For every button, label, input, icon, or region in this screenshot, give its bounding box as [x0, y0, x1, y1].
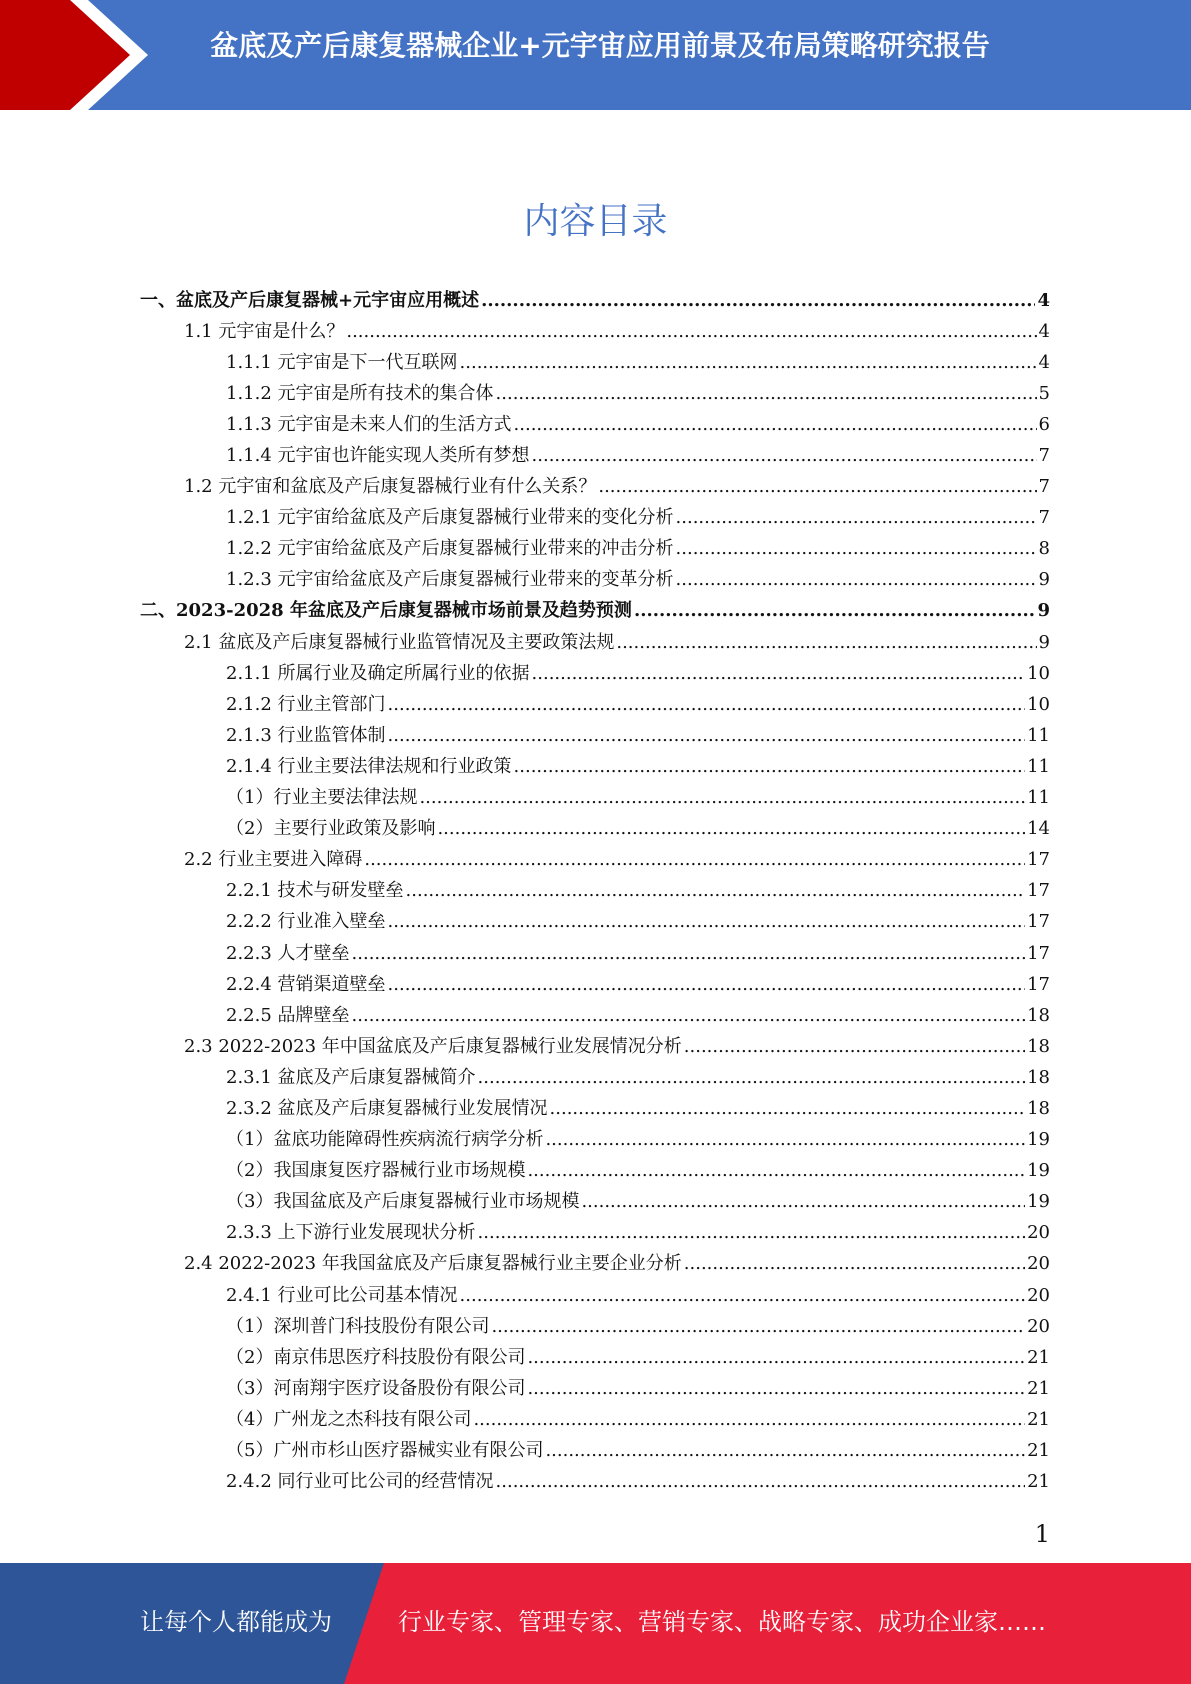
toc-entry[interactable] — [140, 503, 1050, 534]
toc-entry-page: 17 — [1027, 880, 1050, 902]
toc-entry[interactable] — [140, 1000, 1050, 1031]
toc-dot-leader — [491, 1315, 1025, 1339]
toc-entry-page: 7 — [1038, 507, 1050, 529]
toc-entry-page: 18 — [1027, 1004, 1050, 1026]
toc-dot-leader — [676, 506, 1037, 530]
toc-dot-leader — [388, 724, 1026, 748]
toc-entry-title: 2.3.2 盆底及产后康复器械行业发展情况 — [226, 1097, 548, 1119]
toc-entry-title: 1.1.2 元宇宙是所有技术的集合体 — [226, 382, 494, 404]
toc-entry-page: 17 — [1027, 911, 1050, 933]
toc-entry[interactable] — [140, 1280, 1050, 1311]
toc-entry[interactable] — [140, 814, 1050, 845]
toc-entry[interactable] — [140, 1342, 1050, 1373]
toc-dot-leader — [545, 1439, 1025, 1463]
toc-entry-title: 1.2 元宇宙和盆底及产后康复器械行业有什么关系？ — [184, 476, 597, 498]
toc-entry[interactable] — [140, 720, 1050, 751]
toc-entry-page: 4 — [1037, 289, 1050, 311]
toc-dot-leader — [388, 973, 1026, 997]
toc-dot-leader — [481, 289, 1035, 313]
toc-entry-title: 2.1.4 行业主要法律法规和行业政策 — [226, 755, 512, 777]
toc-entry[interactable] — [140, 907, 1050, 938]
toc-entry[interactable] — [140, 565, 1050, 596]
toc-entry-page: 19 — [1027, 1160, 1050, 1182]
toc-entry-title: 2.1.1 所属行业及确定所属行业的依据 — [226, 662, 530, 684]
toc-dot-leader — [514, 413, 1037, 437]
toc-entry-page: 21 — [1027, 1377, 1050, 1399]
toc-entry-title: 1.1.3 元宇宙是未来人们的生活方式 — [226, 413, 512, 435]
toc-dot-leader — [388, 910, 1026, 934]
toc-entry[interactable] — [140, 347, 1050, 378]
toc-dot-leader — [598, 475, 1036, 499]
toc-entry-title: （3）河南翔宇医疗设备股份有限公司 — [226, 1377, 526, 1399]
toc-entry-page: 4 — [1038, 320, 1050, 342]
toc-dot-leader — [532, 662, 1026, 686]
toc-entry-page: 11 — [1027, 755, 1050, 777]
toc-entry-page: 20 — [1027, 1315, 1050, 1337]
toc-entry-title: （1）深圳普门科技股份有限公司 — [226, 1315, 490, 1337]
toc-entry-page: 21 — [1027, 1440, 1050, 1462]
toc-entry[interactable] — [140, 1467, 1050, 1498]
toc-dot-leader — [581, 1190, 1025, 1214]
toc-entry[interactable] — [140, 409, 1050, 440]
toc-entry-title: 1.1.4 元宇宙也许能实现人类所有梦想 — [226, 445, 530, 467]
toc-dot-leader — [545, 1128, 1025, 1152]
toc-entry[interactable] — [140, 596, 1050, 627]
toc-dot-leader — [346, 320, 1036, 344]
toc-entry-title: 2.3.3 上下游行业发展现状分析 — [226, 1222, 476, 1244]
toc-entry[interactable] — [140, 1435, 1050, 1466]
toc-entry-title: 二、2023-2028 年盆底及产后康复器械市场前景及趋势预测 — [140, 600, 632, 622]
toc-entry-page: 17 — [1027, 973, 1050, 995]
toc-entry-page: 17 — [1027, 849, 1050, 871]
toc-entry[interactable] — [140, 1249, 1050, 1280]
toc-entry[interactable] — [140, 627, 1050, 658]
toc-entry-title: （5）广州市杉山医疗器械实业有限公司 — [226, 1440, 544, 1462]
toc-entry-page: 14 — [1027, 818, 1050, 840]
toc-entry-title: 2.2.1 技术与研发壁垒 — [226, 880, 404, 902]
toc-entry-page: 7 — [1038, 445, 1050, 467]
toc-dot-leader — [364, 848, 1025, 872]
header-banner — [0, 0, 1191, 110]
toc-entry[interactable] — [140, 316, 1050, 347]
toc-entry-page: 19 — [1027, 1191, 1050, 1213]
toc-entry-title: 2.2 行业主要进入障碍 — [184, 849, 363, 871]
toc-dot-leader — [676, 537, 1037, 561]
toc-dot-leader — [550, 1097, 1026, 1121]
toc-entry[interactable] — [140, 1062, 1050, 1093]
toc-entry-title: 2.1.3 行业监管体制 — [226, 724, 386, 746]
page-number: 1 — [1034, 1520, 1050, 1548]
toc-entry[interactable] — [140, 285, 1050, 316]
toc-entry[interactable] — [140, 845, 1050, 876]
footer-banner — [0, 1563, 1191, 1684]
toc-dot-leader — [460, 1284, 1026, 1308]
toc-entry-page: 21 — [1027, 1408, 1050, 1430]
toc-dot-leader — [473, 1408, 1025, 1432]
toc-entry[interactable] — [140, 534, 1050, 565]
toc-entry-title: （2）主要行业政策及影响 — [226, 818, 436, 840]
toc-entry-page: 21 — [1027, 1471, 1050, 1493]
toc-entry-title: 2.3.1 盆底及产后康复器械简介 — [226, 1066, 476, 1088]
toc-entry-page: 9 — [1037, 600, 1050, 622]
toc-entry-page: 5 — [1038, 382, 1050, 404]
toc-dot-leader — [684, 1252, 1025, 1276]
toc-entry-page: 17 — [1027, 942, 1050, 964]
toc-entry-page: 18 — [1027, 1097, 1050, 1119]
toc-dot-leader — [634, 599, 1036, 623]
toc-heading: 内容目录 — [523, 201, 668, 242]
toc-entry-page: 8 — [1038, 538, 1050, 560]
toc-entry-page: 10 — [1027, 662, 1050, 684]
toc-dot-leader — [478, 1221, 1026, 1245]
toc-entry[interactable] — [140, 876, 1050, 907]
toc-entry[interactable] — [140, 969, 1050, 1000]
toc-entry-title: 一、盆底及产后康复器械+元宇宙应用概述 — [140, 289, 480, 311]
toc-dot-leader — [514, 755, 1026, 779]
toc-entry-page: 7 — [1038, 476, 1050, 498]
toc-dot-leader — [352, 1004, 1026, 1028]
toc-dot-leader — [419, 786, 1025, 810]
toc-entry[interactable] — [140, 938, 1050, 969]
toc-entry[interactable] — [140, 1187, 1050, 1218]
toc-dot-leader — [676, 568, 1037, 592]
toc-entry[interactable] — [140, 440, 1050, 471]
toc-entry-title: 2.3 2022-2023 年中国盆底及产后康复器械行业发展情况分析 — [184, 1035, 682, 1057]
toc-entry[interactable] — [140, 783, 1050, 814]
toc-entry-title: （1）行业主要法律法规 — [226, 787, 418, 809]
toc-dot-leader — [478, 1066, 1026, 1090]
toc-entry-title: 2.1.2 行业主管部门 — [226, 693, 386, 715]
toc-entry-page: 20 — [1027, 1222, 1050, 1244]
toc-entry-page: 18 — [1027, 1035, 1050, 1057]
toc-entry-title: 2.4.1 行业可比公司基本情况 — [226, 1284, 458, 1306]
footer-slogan-left: 让每个人都能成为 — [140, 1608, 332, 1636]
toc-entry-page: 4 — [1038, 351, 1050, 373]
toc-entry-title: 2.2.2 行业准入壁垒 — [226, 911, 386, 933]
toc-entry-title: 2.2.5 品牌壁垒 — [226, 1004, 350, 1026]
toc-entry-title: 1.2.3 元宇宙给盆底及产后康复器械行业带来的变革分析 — [226, 569, 674, 591]
toc-entry[interactable] — [140, 472, 1050, 503]
toc-dot-leader — [527, 1346, 1025, 1370]
toc-entry[interactable] — [140, 751, 1050, 782]
toc-dot-leader — [388, 693, 1026, 717]
toc-dot-leader — [527, 1377, 1025, 1401]
toc-dot-leader — [496, 1470, 1026, 1494]
toc-entry-page: 18 — [1027, 1066, 1050, 1088]
toc-entry[interactable] — [140, 1093, 1050, 1124]
toc-dot-leader — [496, 382, 1037, 406]
toc-entry-title: 2.2.4 营销渠道壁垒 — [226, 973, 386, 995]
toc-entry-title: 1.2.2 元宇宙给盆底及产后康复器械行业带来的冲击分析 — [226, 538, 674, 560]
toc-entry-page: 6 — [1038, 413, 1050, 435]
toc-entry-page: 10 — [1027, 693, 1050, 715]
toc-dot-leader — [684, 1035, 1025, 1059]
toc-entry-page: 20 — [1027, 1284, 1050, 1306]
toc-entry-title: 2.2.3 人才壁垒 — [226, 942, 350, 964]
toc-entry-title: 2.4 2022-2023 年我国盆底及产后康复器械行业主要企业分析 — [184, 1253, 682, 1275]
toc-entry[interactable] — [140, 1311, 1050, 1342]
toc-entry[interactable] — [140, 1031, 1050, 1062]
toc-entry[interactable] — [140, 1125, 1050, 1156]
toc-entry-title: （1）盆底功能障碍性疾病流行病学分析 — [226, 1129, 544, 1151]
toc-entry[interactable] — [140, 689, 1050, 720]
toc-dot-leader — [527, 1159, 1025, 1183]
toc-entry-page: 21 — [1027, 1346, 1050, 1368]
toc-entry-page: 19 — [1027, 1129, 1050, 1151]
toc-entry-title: 1.1.1 元宇宙是下一代互联网 — [226, 351, 458, 373]
toc-entry[interactable] — [140, 1156, 1050, 1187]
toc-entry[interactable] — [140, 378, 1050, 409]
toc-entry-title: 1.2.1 元宇宙给盆底及产后康复器械行业带来的变化分析 — [226, 507, 674, 529]
toc-dot-leader — [532, 444, 1037, 468]
table-of-contents — [140, 285, 1050, 1498]
toc-entry-title: 1.1 元宇宙是什么？ — [184, 320, 345, 342]
toc-entry[interactable] — [140, 1404, 1050, 1435]
report-title: 盆底及产后康复器械企业+元宇宙应用前景及布局策略研究报告 — [210, 29, 990, 62]
toc-entry-page: 11 — [1027, 724, 1050, 746]
toc-entry[interactable] — [140, 1373, 1050, 1404]
toc-entry-page: 9 — [1038, 631, 1050, 653]
toc-entry-title: 2.4.2 同行业可比公司的经营情况 — [226, 1471, 494, 1493]
toc-dot-leader — [352, 942, 1026, 966]
toc-entry-page: 9 — [1038, 569, 1050, 591]
toc-entry-title: （3）我国盆底及产后康复器械行业市场规模 — [226, 1191, 580, 1213]
toc-entry-title: （4）广州龙之杰科技有限公司 — [226, 1408, 472, 1430]
toc-entry-title: （2）南京伟思医疗科技股份有限公司 — [226, 1346, 526, 1368]
footer-slogan-right: 行业专家、管理专家、营销专家、战略专家、成功企业家…… — [398, 1608, 1046, 1636]
toc-dot-leader — [460, 351, 1037, 375]
toc-entry-title: （2）我国康复医疗器械行业市场规模 — [226, 1160, 526, 1182]
toc-dot-leader — [406, 879, 1026, 903]
toc-entry-page: 20 — [1027, 1253, 1050, 1275]
toc-entry[interactable] — [140, 658, 1050, 689]
toc-dot-leader — [616, 631, 1036, 655]
toc-entry[interactable] — [140, 1218, 1050, 1249]
toc-entry-title: 2.1 盆底及产后康复器械行业监管情况及主要政策法规 — [184, 631, 615, 653]
toc-dot-leader — [437, 817, 1025, 841]
toc-entry-page: 11 — [1027, 787, 1050, 809]
